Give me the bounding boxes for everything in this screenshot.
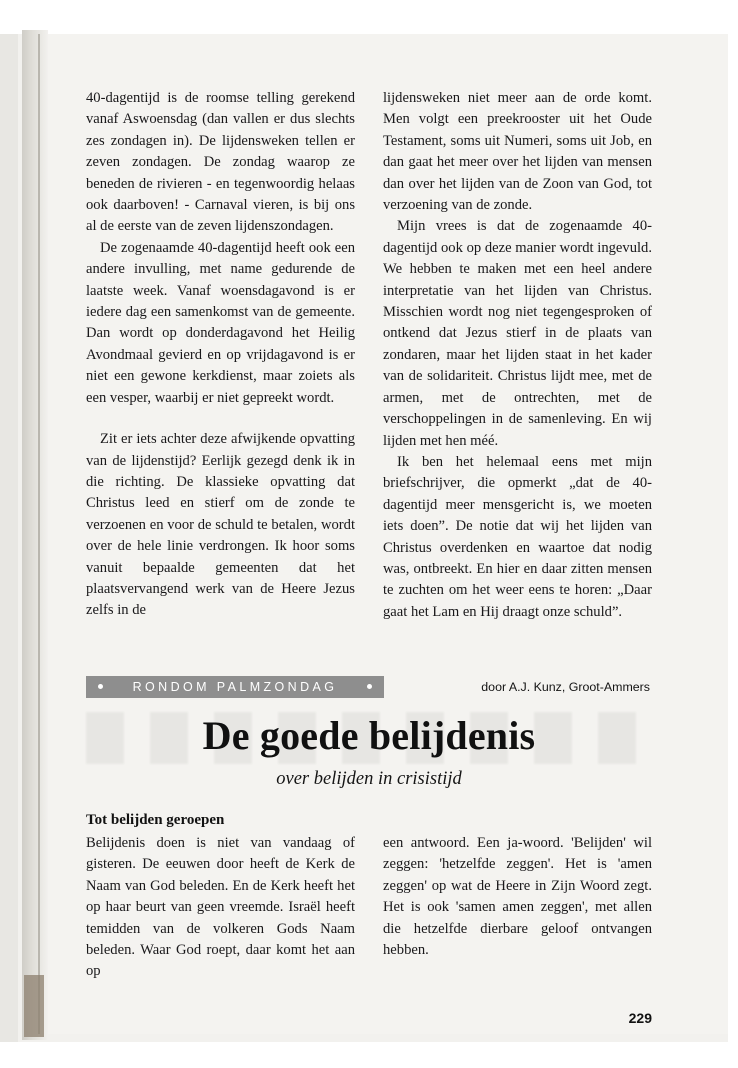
paragraph: Belijdenis doen is niet van vandaag of gisteren. De eeuwen door heeft de Kerk de Naam van God beleden. En de Kerk heeft het op haar beurt van geen vreemde. Israël heeft temidden van de volkeren Gods Naam beleden. Waar God roept, daar komt het aan op xyxy=(86,835,355,980)
book-spine-line xyxy=(38,34,40,1034)
article-subtitle: over belijden in crisistijd xyxy=(276,769,462,789)
article-section-heading: Tot belijden geroepen xyxy=(86,812,225,828)
scan-edge-right xyxy=(728,0,738,1068)
article-columns xyxy=(86,833,652,983)
paragraph: een antwoord. Een ja-woord. 'Belijden' wil zeggen: 'hetzelfde zeggen'. Het is 'amen zeggen' op wat de Heere in Zijn Woord zegt. Het is ook 'samen amen zeggen', met allen die hetzelfde dierbare geloof ontvangen hebben. xyxy=(383,835,652,959)
scan-edge-bottom xyxy=(0,1042,738,1068)
paragraph: Zit er iets achter deze afwijkende opvatting van de lijdenstijd? Eerlijk gezegd denk ik in die richting. De klassieke opvatting dat Christus leed en stierf om de zonde te verzoenen en voor de schuld te betalen, wordt over de hele linie verdrongen. Ik hoor soms vanuit bepaalde gemeenten dat het plaatsvervangend werk van de Heere Jezus zelfs in de xyxy=(86,431,355,619)
top-article xyxy=(86,88,652,623)
banner-dot-right-icon xyxy=(367,684,372,689)
article-category-label: RONDOM PALMZONDAG xyxy=(132,680,338,694)
top-article-left-column xyxy=(86,88,355,623)
paragraph: lijdensweken niet meer aan de orde komt. Men volgt een preekrooster uit het Oude Testament, soms uit Numeri, soms uit Job, en dan gaat het meer over het lijden van mensen dan over het lijden van de Zoon van God, tot verzoening van de zonde. xyxy=(383,90,652,214)
paragraph: 40-dagentijd is de roomse telling gerekend vanaf Aswoensdag (dan vallen er dus slechts zes zondagen in). De lijdensweken tellen er zeven zondagen. De zondag waarop ze beneden de rivieren - en tegenwoordig helaas ook daarboven! - Carnaval vieren, is bij ons al de eerste van de zeven lijdenszondagen. xyxy=(86,90,355,235)
article-category-banner xyxy=(86,676,384,698)
article-title: De goede belijdenis xyxy=(202,713,536,758)
scan-edge-top xyxy=(0,0,738,34)
top-article-right-column xyxy=(383,88,652,623)
article-right-column xyxy=(383,833,652,983)
page-number: 229 xyxy=(628,1010,652,1026)
article-header-row xyxy=(86,676,652,698)
article-byline: door A.J. Kunz, Groot-Ammers xyxy=(481,680,650,694)
paragraph: Mijn vrees is dat de zogenaamde 40-dagentijd ook op deze manier wordt ingevuld. We hebben te maken met een heel andere interpretatie van het lijden van Christus. Misschien wordt nog niet tegengesproken of ontkend dat Jezus stierf in de plaats van zondaren, maar het lijden staat in het kader van de solidariteit. Christus lijdt mee, met de armen, met de ontrechten, met de verschoppelingen in de samenleving. En wij lijden met hen méé. xyxy=(383,218,652,449)
banner-dot-left-icon xyxy=(98,684,103,689)
book-gutter-shadow xyxy=(22,30,48,1040)
paragraph: Ik ben het helemaal eens met mijn briefschrijver, die opmerkt „dat de 40-dagentijd meer mensgericht is, we moeten iets doen”. De notie dat wij het lijden van Christus overdenken en waartoe dat nodig was, ontbreekt. En hier en daar zitten mensen te zuchten om het weer eens te horen: „Daar gaat het Lam en Hij draagt onze schuld”. xyxy=(383,453,652,620)
paragraph: De zogenaamde 40-dagentijd heeft ook een andere invulling, met name gedurende de laatste week. Vanaf woensdagavond is er iedere dag een samenkomst van de gemeente. Dan wordt op donderdagavond het Heilig Avondmaal gevierd en op vrijdagavond is er niet een gewone kerkdienst, maar zoiets als een vesper, waarbij er niet gepreekt wordt. xyxy=(86,239,355,406)
book-binding-tab xyxy=(24,975,44,1037)
scan-edge-left xyxy=(0,0,18,1068)
article-left-column xyxy=(86,833,355,983)
article-block xyxy=(86,676,652,983)
